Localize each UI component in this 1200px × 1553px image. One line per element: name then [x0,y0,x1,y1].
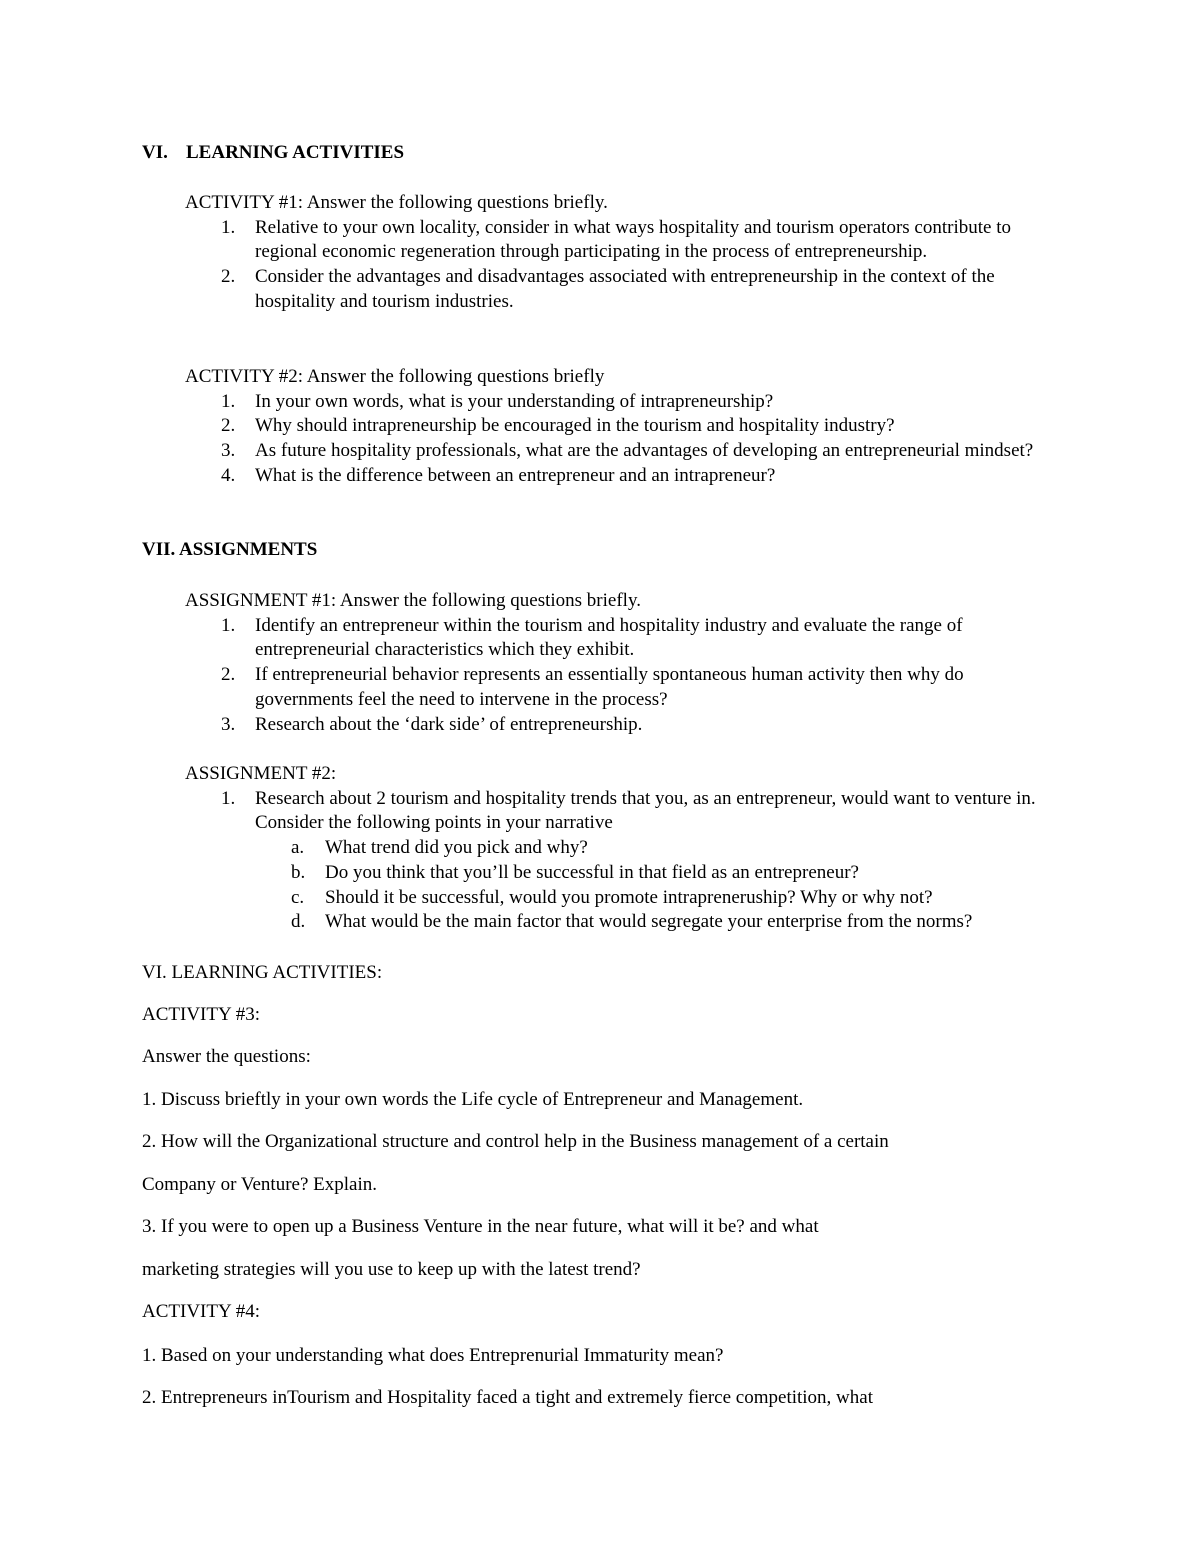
assignment-2-block [185,762,1065,935]
sub-list-marker: a. [291,837,305,859]
list-item [185,265,1065,314]
assignment-1-title: ASSIGNMENT #1: Answer the following questions briefly. [185,590,641,611]
list-item-text: Research about the ‘dark side’ of entrepreneurship. [255,713,643,735]
list-marker: 4. [221,464,236,486]
list-item [185,390,1065,415]
list-item [185,663,1065,712]
list-item [185,414,1065,439]
list-item-text: In your own words, what is your understanding of intrapreneurship? [255,390,774,412]
list-item-text: As future hospitality professionals, what are the advantages of developing an entrepreneurial mindset? [255,440,1034,462]
sub-list-item [255,861,1065,886]
activity-1-list [185,216,1065,315]
activity-3-question-3-line-2: marketing strategies will you use to keep up with the latest trend? [142,1259,641,1280]
activity-2-block [185,365,1065,489]
sub-list-marker: b. [291,861,306,883]
list-marker: 2. [221,266,236,288]
sub-list-item-text: Should it be successful, would you promote intrapreneruship? Why or why not? [325,886,933,908]
sub-list-item [255,836,1065,861]
activity-2-title: ACTIVITY #2: Answer the following questions briefly [185,366,605,387]
list-marker: 3. [221,440,236,462]
sub-list-marker: c. [291,886,305,908]
assignment-1-block [185,589,1065,737]
activity-3-question-2-line-1: 2. How will the Organizational structure and control help in the Business management of a certain [142,1131,889,1152]
sub-list-item-text: What would be the main factor that would segregate your enterprise from the norms? [325,911,973,933]
activity-3-title: ACTIVITY #3: [142,1004,261,1025]
activity-1-block [185,191,1065,315]
list-marker: 1. [221,614,236,636]
section-title: ASSIGNMENTS [178,539,318,560]
sub-list-marker: d. [291,911,306,933]
section-title: LEARNING ACTIVITIES [186,142,405,163]
activity-4-question-2: 2. Entrepreneurs inTourism and Hospitality faced a tight and extremely fierce competition, what [142,1387,873,1408]
activity-4-question-1: 1. Based on your understanding what does Entreprenurial Immaturity mean? [142,1345,724,1366]
section-number: VI. [142,142,168,163]
assignment-2-list [185,787,1065,935]
list-item-text: Identify an entrepreneur within the tourism and hospitality industry and evaluate the range of entrepreneurial characteristics which they exhibit. [255,614,963,661]
appendix-heading: VI. LEARNING ACTIVITIES: [142,962,383,983]
activity-3-question-2-line-2: Company or Venture? Explain. [142,1174,377,1195]
section-number: VII. [142,539,176,560]
list-item [185,713,1065,738]
sub-list [255,836,1065,935]
list-item-text: Consider the advantages and disadvantages associated with entrepreneurship in the context of the hospitality and tourism industries. [255,266,995,312]
activity-3-question-3-line-1: 3. If you were to open up a Business Venture in the near future, what will it be? and what [142,1216,819,1237]
list-marker: 1. [221,216,236,238]
list-marker: 3. [221,713,236,735]
sub-list-item-text: Do you think that you’ll be successful in that field as an entrepreneur? [325,861,859,883]
list-item [185,464,1065,489]
section-heading-assignments [142,538,317,563]
list-marker: 2. [221,664,236,686]
list-item [185,614,1065,663]
activity-1-title: ACTIVITY #1: Answer the following questions briefly. [185,192,608,213]
list-marker: 1. [221,390,236,412]
list-item [185,439,1065,464]
activity-3-question-1: 1. Discuss brieftly in your own words the Life cycle of Entrepreneur and Management. [142,1089,804,1110]
list-item-text: If entrepreneurial behavior represents an essentially spontaneous human activity then why do governments feel the need to intervene in the process? [255,664,964,710]
list-item-text: Relative to your own locality, consider in what ways hospitality and tourism operators contribute to regional economic regeneration through participating in the process of entrepreneurship. [255,216,1011,263]
list-item [185,216,1065,265]
section-heading-learning-activities [142,141,404,166]
list-item-text: What is the difference between an entrepreneur and an intrapreneur? [255,464,776,486]
sub-list-item-text: What trend did you pick and why? [325,837,588,859]
list-marker: 2. [221,415,236,437]
list-marker: 1. [221,787,236,809]
activity-4-title: ACTIVITY #4: [142,1301,261,1322]
list-item-text: Why should intrapreneurship be encouraged in the tourism and hospitality industry? [255,415,895,437]
list-item-text: Research about 2 tourism and hospitality trends that you, as an entrepreneur, would want to venture in. Consider the following points in your narrative [255,787,1036,834]
answer-prompt: Answer the questions: [142,1046,311,1067]
sub-list-item [255,910,1065,935]
assignment-1-list [185,614,1065,738]
activity-2-list [185,390,1065,489]
list-item [185,787,1065,935]
sub-list-item [255,886,1065,911]
assignment-2-title: ASSIGNMENT #2: [185,763,337,784]
